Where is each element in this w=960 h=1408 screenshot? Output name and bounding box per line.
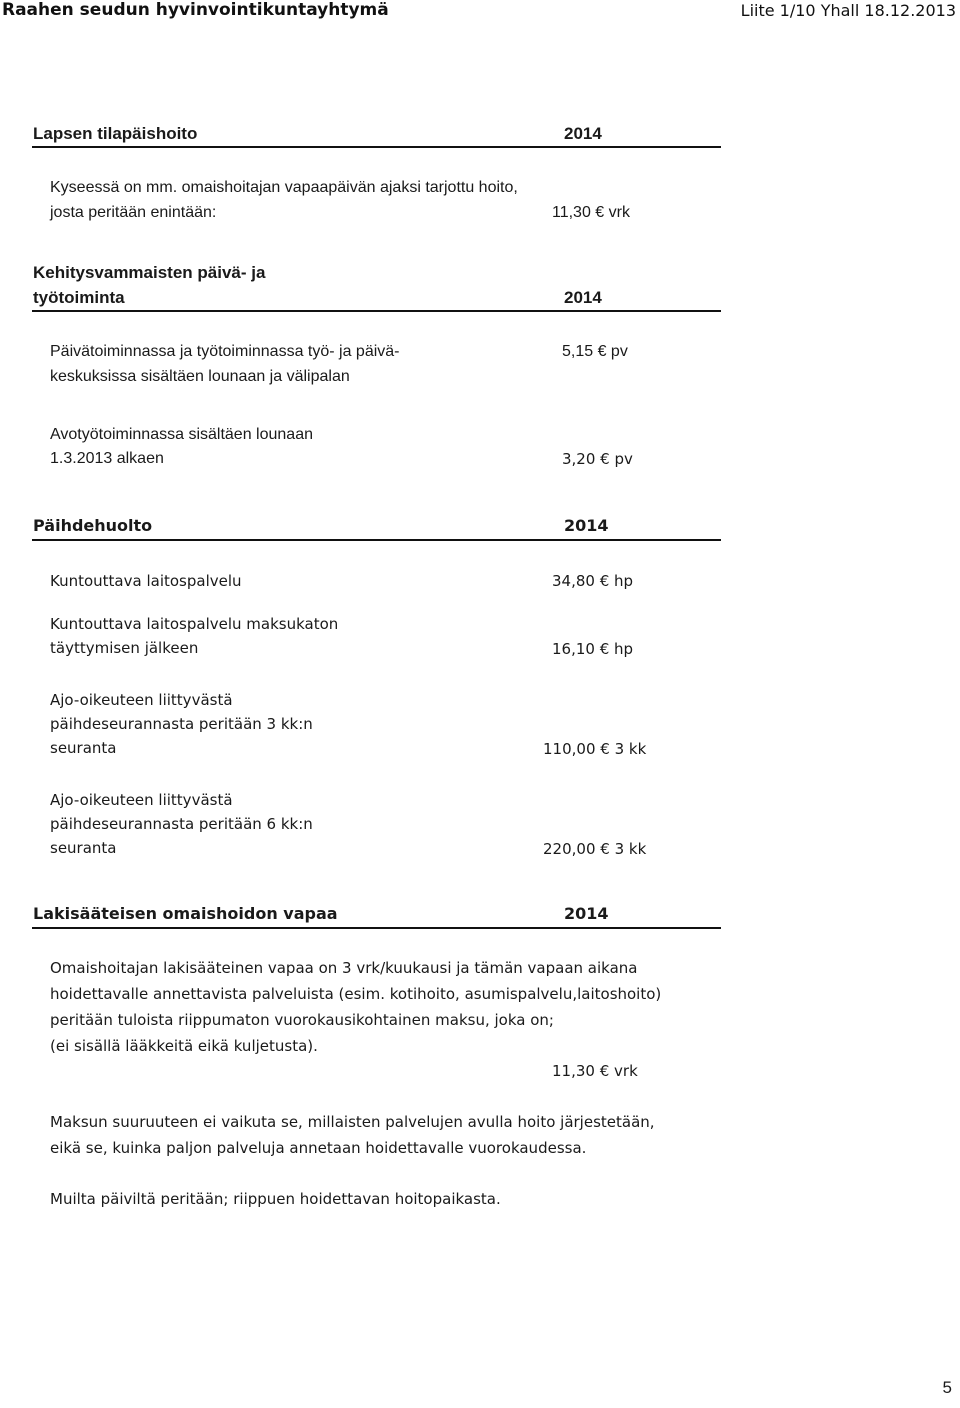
section-title-lapsen-tilapaishoito: Lapsen tilapäishoito [33, 124, 198, 143]
price-value: 11,30 € vrk [552, 204, 630, 221]
section-year: 2014 [564, 516, 609, 535]
text-line: Maksun suuruuteen ei vaikuta se, millaisten palvelujen avulla hoito järjestetään, [50, 1113, 655, 1131]
section-divider [32, 146, 721, 148]
text-line: seuranta [50, 739, 117, 757]
price-value: 5,15 € pv [562, 343, 628, 360]
text-line: täyttymisen jälkeen [50, 639, 199, 657]
text-line: 1.3.2013 alkaen [50, 450, 164, 467]
section-divider [32, 310, 721, 312]
text-line: Kuntouttava laitospalvelu maksukaton [50, 615, 339, 633]
text-line: Muilta päiviltä peritään; riippuen hoidettavan hoitopaikasta. [50, 1190, 501, 1208]
text-line: Kyseessä on mm. omaishoitajan vapaapäivän ajaksi tarjottu hoito, [50, 179, 518, 196]
price-value: 110,00 € 3 kk [543, 740, 647, 758]
price-value: 34,80 € hp [552, 572, 634, 590]
organization-name: Raahen seudun hyvinvointikuntayhtymä [2, 0, 389, 20]
section-divider [32, 539, 721, 541]
page-number: 5 [942, 1378, 952, 1397]
text-line: Kuntouttava laitospalvelu [50, 572, 242, 590]
price-value: 3,20 € pv [562, 450, 633, 468]
text-line: (ei sisällä lääkkeitä eikä kuljetusta). [50, 1037, 318, 1055]
text-line: Omaishoitajan lakisääteinen vapaa on 3 vrk/kuukausi ja tämän vapaan aikana [50, 959, 638, 977]
section-title-line2: työtoiminta [33, 288, 125, 307]
text-line: päihdeseurannasta peritään 6 kk:n [50, 815, 313, 833]
text-line: Ajo-oikeuteen liittyvästä [50, 691, 233, 709]
document-reference: Liite 1/10 Yhall 18.12.2013 [740, 1, 956, 20]
section-divider [32, 927, 721, 929]
text-line: Avotyötoiminnassa sisältäen lounaan [50, 426, 313, 443]
text-line: keskuksissa sisältäen lounaan ja välipalan [50, 368, 350, 385]
section-year: 2014 [564, 288, 602, 307]
text-line: Päivätoiminnassa ja työtoiminnassa työ- ja päivä- [50, 343, 400, 360]
section-title-paihdehuolto: Päihdehuolto [33, 516, 153, 535]
text-line: eikä se, kuinka paljon palveluja annetaan hoidettavalle vuorokaudessa. [50, 1139, 587, 1157]
price-value: 11,30 € vrk [552, 1062, 638, 1080]
section-title-kehitysvammaisten: Kehitysvammaisten päivä- ja [33, 263, 266, 282]
text-line: seuranta [50, 839, 117, 857]
text-line: peritään tuloista riippumaton vuorokausikohtainen maksu, joka on; [50, 1011, 554, 1029]
price-value: 220,00 € 3 kk [543, 840, 647, 858]
text-line: Ajo-oikeuteen liittyvästä [50, 791, 233, 809]
section-title-omaishoidon-vapaa: Lakisääteisen omaishoidon vapaa [33, 904, 338, 923]
price-value: 16,10 € hp [552, 640, 634, 658]
section-year: 2014 [564, 904, 609, 923]
text-line: josta peritään enintään: [50, 204, 217, 221]
page-header [0, 0, 960, 24]
section-year: 2014 [564, 124, 602, 143]
text-line: hoidettavalle annettavista palveluista (esim. kotihoito, asumispalvelu,laitoshoito) [50, 985, 662, 1003]
text-line: päihdeseurannasta peritään 3 kk:n [50, 715, 313, 733]
